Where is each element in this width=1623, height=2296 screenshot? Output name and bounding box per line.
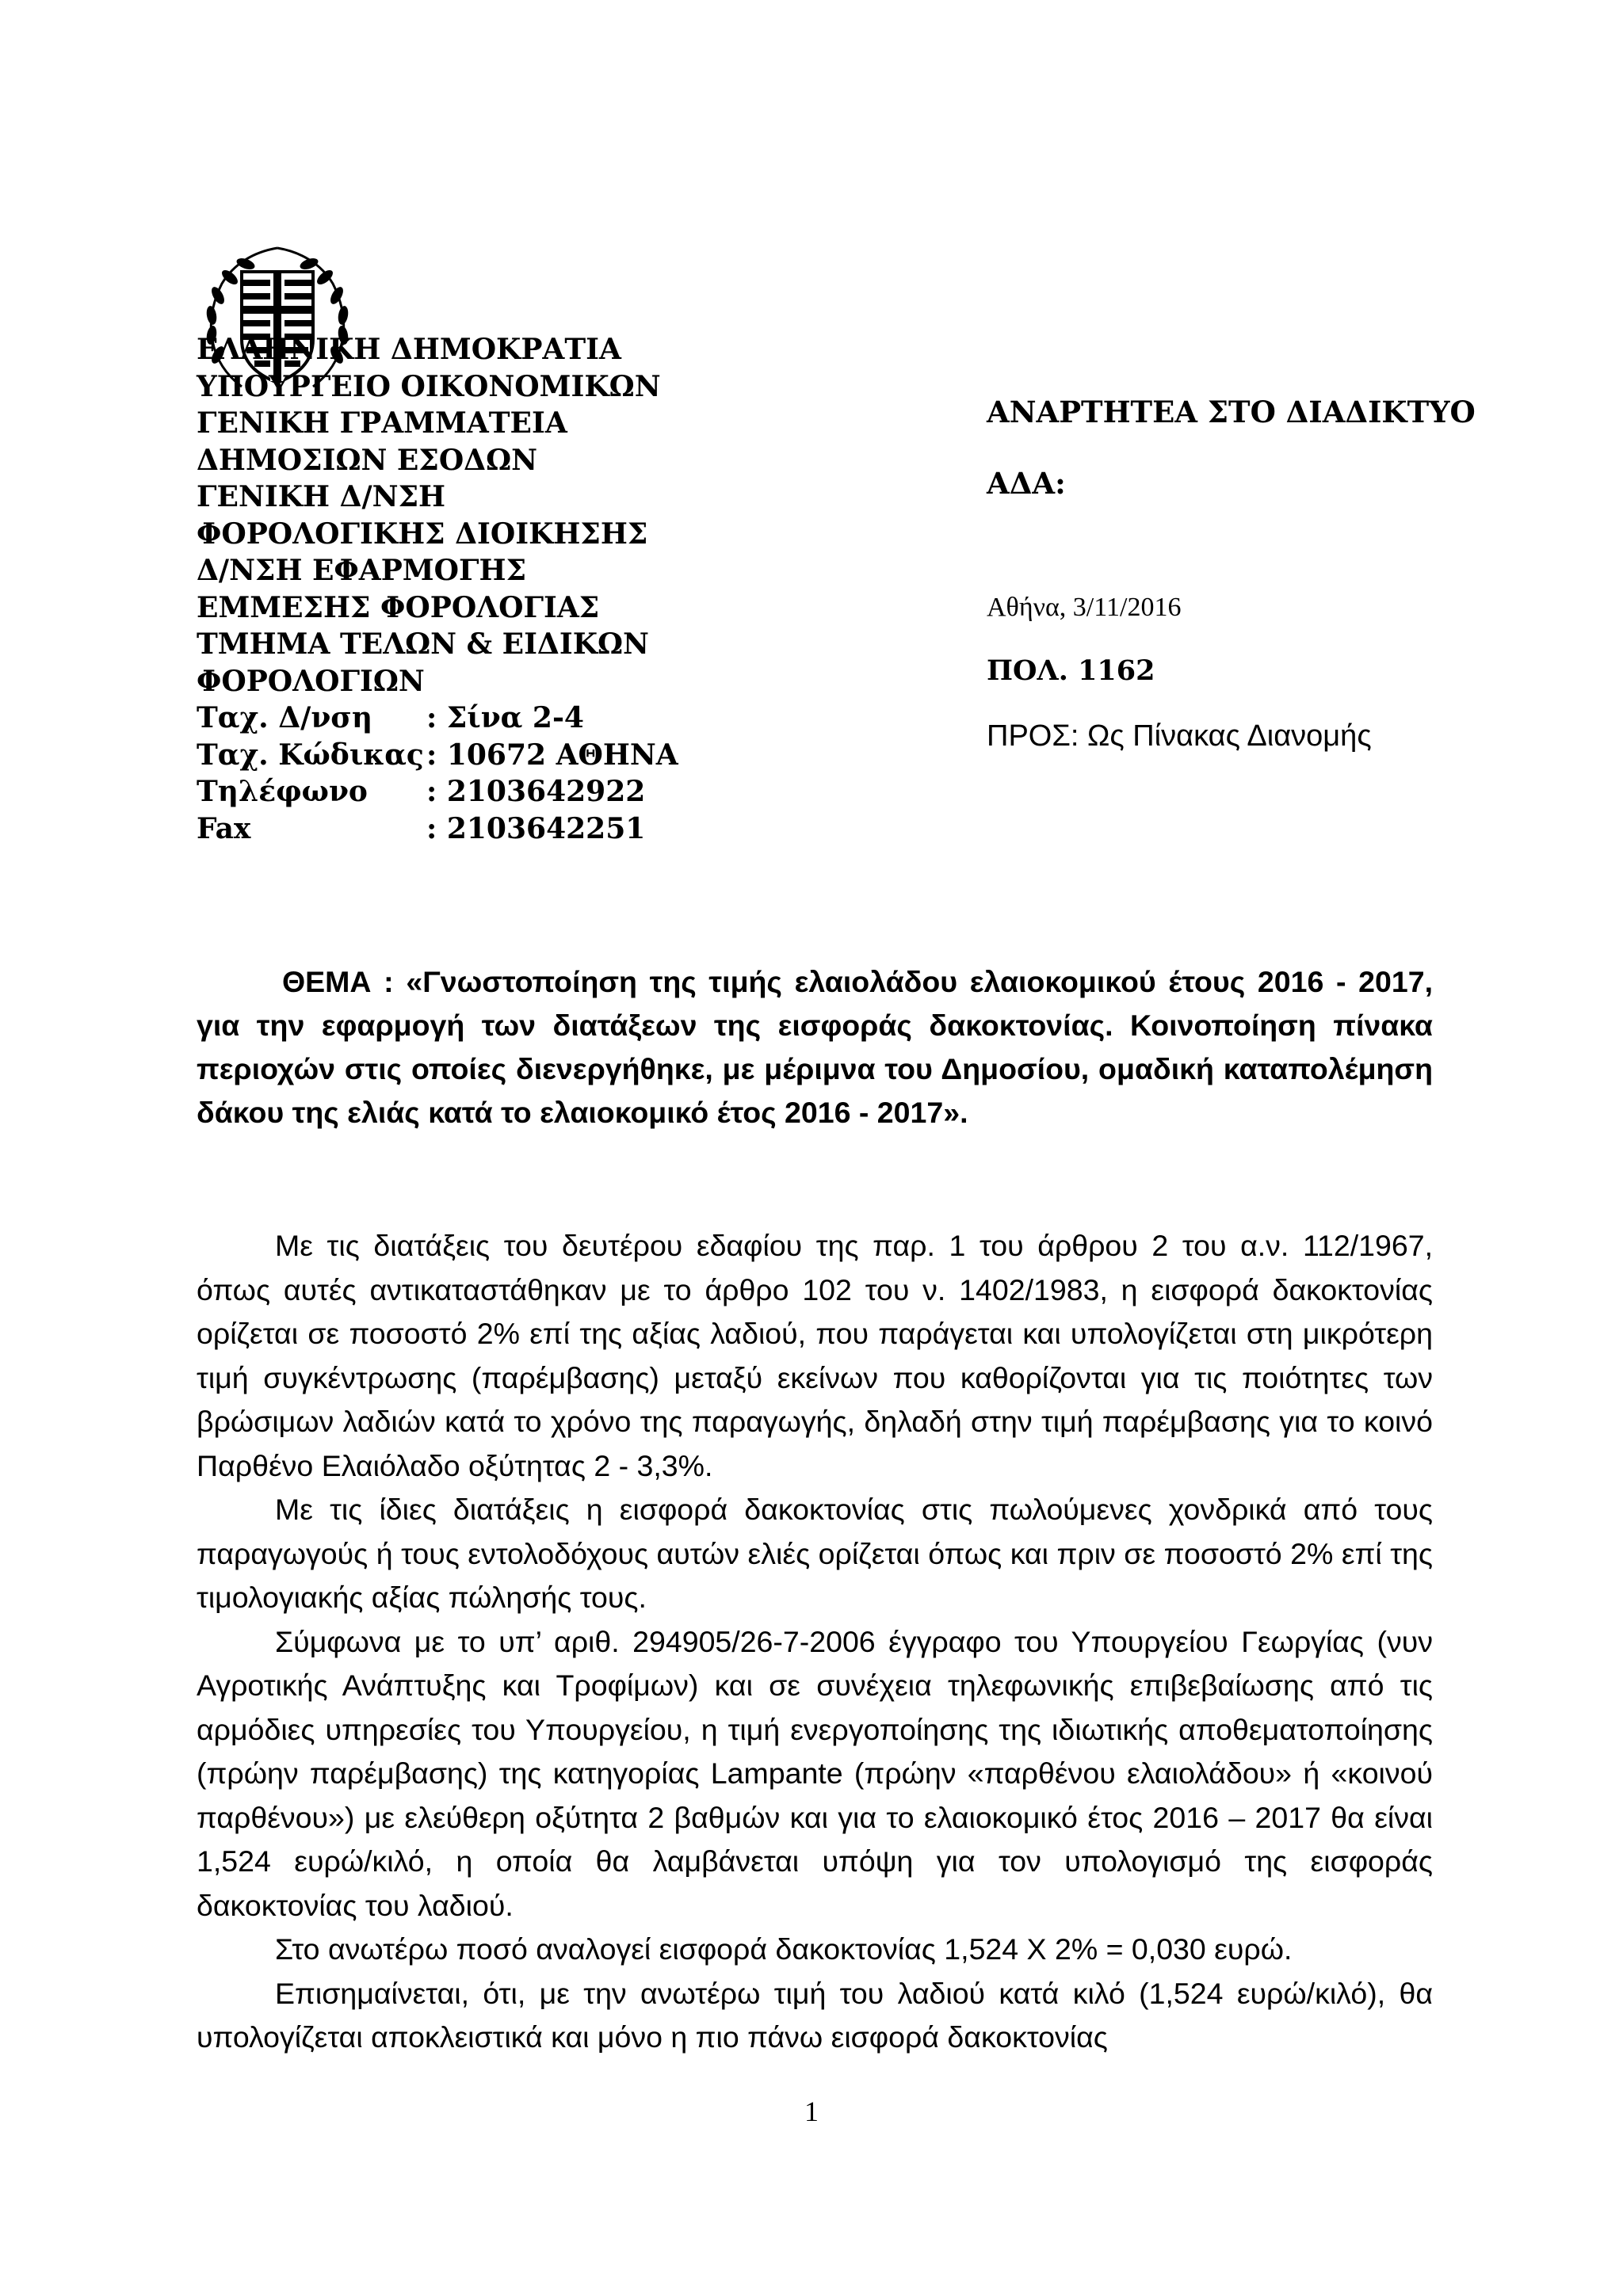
address-row-fax xyxy=(197,810,704,848)
issuer-line: ΦΟΡΟΛΟΓΙΚΗΣ ΔΙΟΙΚΗΣΗΣ xyxy=(197,517,648,551)
issuer-block xyxy=(197,331,704,847)
address-value: : 10672 ΑΘΗΝΑ xyxy=(426,738,678,772)
address-label: Fax xyxy=(197,811,251,845)
address-value: : 2103642922 xyxy=(426,775,646,808)
address-value: : 2103642251 xyxy=(426,811,646,845)
body-paragraph: Στο ανωτέρω ποσό αναλογεί εισφορά δακοκτονίας 1,524 Χ 2% = 0,030 ευρώ. xyxy=(275,1932,1293,1966)
document-body xyxy=(197,1224,1433,2060)
address-label: Ταχ. Δ/νση xyxy=(197,701,373,734)
circular-number: ΠΟΛ. 1162 xyxy=(987,654,1155,687)
issuer-line: ΓΕΝΙΚΗ Δ/ΝΣΗ xyxy=(197,480,446,513)
address-value: : Σίνα 2-4 xyxy=(426,701,584,734)
body-paragraph: Επισημαίνεται, ότι, με την ανωτέρω τιμή του λαδιού κατά κιλό (1,524 ευρώ/κιλό), θα υπολογίζεται αποκλειστικά και μόνο η πιο πάνω εισφορά δακοκτονίας xyxy=(197,1976,1433,2054)
address-row-phone xyxy=(197,773,704,810)
page-number: 1 xyxy=(804,2096,819,2127)
issuer-line: ΦΟΡΟΛΟΓΙΩΝ xyxy=(197,664,425,698)
document-subject: ΘΕΜΑ : «Γνωστοποίηση της τιμής ελαιολάδου ελαιοκομικού έτους 2016 - 2017, για την εφαρμογή των διατάξεων της εισφοράς δακοκτονίας. Κοινοποίηση πίνακα περιοχών στις οποίες διενεργήθηκε, με μέριμνα του Δημοσίου, ομαδική καταπολέμηση δάκου της ελιάς κατά το ελαιοκομικό έτος 2016 - 2017». xyxy=(197,965,1433,1129)
body-paragraph: Με τις διατάξεις του δευτέρου εδαφίου της παρ. 1 του άρθρου 2 του α.ν. 112/1967, όπως αυτές αντικαταστάθηκαν με το άρθρο 102 του ν. 1402/1983, η εισφορά δακοκτονίας ορίζεται σε ποσοστό 2% επί της αξίας λαδιού, που παράγεται και υπολογίζεται στη μικρότερη τιμή συγκέντρωσης (παρέμβασης) μεταξύ εκείνων που καθορίζονται για τις ποιότητες των βρώσιμων λαδιών κατά το χρόνο της παραγωγής, δηλαδή στην τιμή παρέμβασης για το κοινό Παρθένο Ελαιόλαδο οξύτητας 2 - 3,3%. xyxy=(197,1229,1433,1482)
address-label: Τηλέφωνο xyxy=(197,775,368,808)
issuer-line: ΕΛΛΗΝΙΚΗ ΔΗΜΟΚΡΑΤΙΑ xyxy=(197,333,621,366)
document-date: Αθήνα, 3/11/2016 xyxy=(987,593,1182,622)
issuer-line: ΥΠΟΥΡΓΕΙΟ ΟΙΚΟΝΟΜΙΚΩΝ xyxy=(197,369,661,403)
issuer-line: ΔΗΜΟΣΙΩΝ ΕΣΟΔΩΝ xyxy=(197,443,538,477)
address-label: Ταχ. Κώδικας xyxy=(197,738,424,772)
publish-online-notice: ΑΝΑΡΤΗΤΕΑ ΣΤΟ ΔΙΑΔΙΚΤΥΟ xyxy=(987,395,1476,429)
recipients-line: ΠΡΟΣ: Ως Πίνακας Διανομής xyxy=(987,719,1372,753)
address-row-street xyxy=(197,700,704,737)
issuer-line: ΤΜΗΜΑ ΤΕΛΩΝ & ΕΙΔΙΚΩΝ xyxy=(197,627,649,661)
body-paragraph: Με τις ίδιες διατάξεις η εισφορά δακοκτονίας στις πωλούμενες χονδρικά από τους παραγωγούς ή τους εντολοδόχους αυτών ελιές ορίζεται όπως και πριν σε ποσοστό 2% επί της τιμολογιακής αξίας πώλησής τους. xyxy=(197,1493,1433,1614)
issuer-line: ΓΕΝΙΚΗ ΓΡΑΜΜΑΤΕΙΑ xyxy=(197,406,567,440)
issuer-line: Δ/ΝΣΗ ΕΦΑΡΜΟΓΗΣ xyxy=(197,554,527,587)
body-paragraph: Σύμφωνα με το υπ’ αριθ. 294905/26-7-2006 έγγραφο του Υπουργείου Γεωργίας (νυν Αγροτικής Ανάπτυξης και Τροφίμων) και σε συνέχεια τηλεφωνικής επιβεβαίωσης από τις αρμόδιες υπηρεσίες του Υπουργείου, η τιμή ενεργοποίησης της ιδιωτικής αποθεματοποίησης (πρώην παρέμβασης) της κατηγορίας Lampante (πρώην «παρθένου ελαιολάδου» ή «κοινού παρθένου») με ελεύθερη οξύτητα 2 βαθμών και για το ελαιοκομικό έτος 2016 – 2017 θα είναι 1,524 ευρώ/κιλό, η οποία θα λαμβάνεται υπόψη για τον υπολογισμό της εισφοράς δακοκτονίας του λαδιού. xyxy=(197,1624,1433,1922)
ada-label: ΑΔΑ: xyxy=(987,466,1066,501)
address-row-postcode xyxy=(197,737,704,774)
issuer-line: ΕΜΜΕΣΗΣ ΦΟΡΟΛΟΓΙΑΣ xyxy=(197,590,600,624)
